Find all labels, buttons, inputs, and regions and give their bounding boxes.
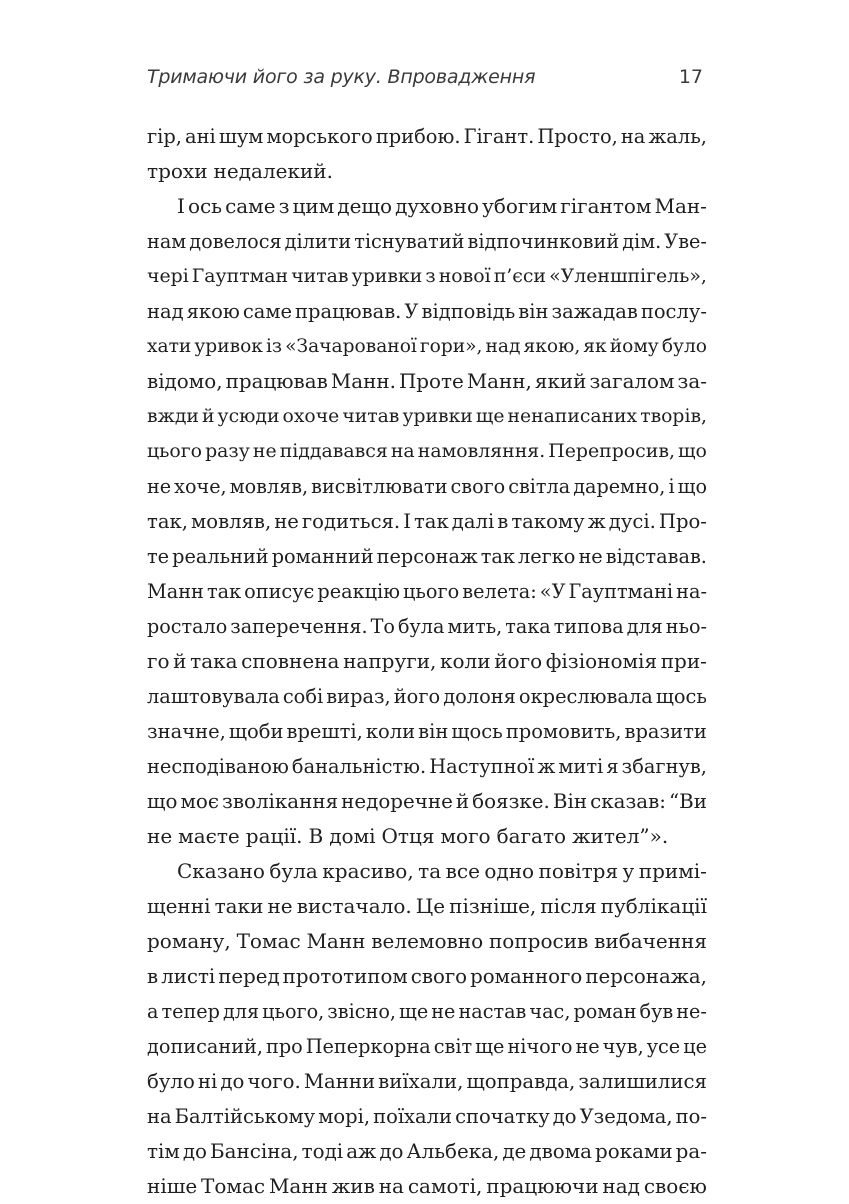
- text-line: значне, щоби врешті, коли він щось промовить, вразити: [147, 720, 707, 743]
- text-line: трохи недалекий.: [147, 159, 333, 183]
- text-line: цього разу не піддавався на намовляння. Перепросив, що: [147, 440, 707, 462]
- text-line: в листі перед прототипом свого романного персонажа,: [147, 965, 707, 988]
- text-line: чері Гауптман читав уривки з нової п’єси «Уленшпігель»,: [147, 265, 707, 287]
- page-number: 17: [678, 66, 703, 88]
- text-line: вжди й усюди охоче читав уривки ще ненаписаних творів,: [147, 406, 707, 427]
- text-line: так, мовляв, не годиться. І так далі в такому ж дусі. Про-: [147, 510, 707, 533]
- text-line: го й така сповнена напруги, коли його фізіономія при-: [147, 649, 707, 673]
- text-line: хати уривок із «Зачарованої гори», над якою, як йому було: [147, 336, 707, 357]
- text-line: роману, Томас Манн велемовно попросив вибачення: [147, 929, 707, 953]
- text-line: не маєте рації. В домі Отця мого багато жител”».: [147, 824, 669, 848]
- text-line: І ось саме з цим дещо духовно убогим гігантом Ман-: [177, 194, 707, 218]
- text-line: ростало заперечення. То була мить, така типова для ньо-: [147, 615, 707, 638]
- text-line: лаштовувала собі вираз, його долоня окреслювала щось: [147, 685, 707, 708]
- running-head: [147, 66, 703, 96]
- text-line: відомо, працював Манн. Проте Манн, який загалом за-: [147, 370, 707, 393]
- running-title: Тримаючи його за руку. Впровадження: [147, 66, 536, 88]
- text-line: що моє зволікання недоречне й боязке. Він сказав: “Ви: [147, 790, 707, 813]
- text-line: над якою саме працював. У відповідь він зажадав послу-: [147, 300, 707, 323]
- text-line: Сказано була красиво, та все одно повітря у примі-: [177, 859, 707, 883]
- text-line: було ні до чого. Манни виїхали, щоправда, залишилися: [147, 1070, 707, 1093]
- text-line: на Балтійському морі, поїхали спочатку до Узедома, по-: [147, 1105, 707, 1128]
- text-line: тім до Бансіна, тоді аж до Альбека, де двома роками ра-: [147, 1140, 707, 1163]
- text-line: щенні таки не вистачало. Це пізніше, після публікації: [147, 894, 707, 918]
- text-line: те реальний романний персонаж так легко не відставав.: [147, 545, 707, 568]
- body-text: [147, 119, 707, 1204]
- text-line: гір, ані шум морського прибою. Гігант. Просто, на жаль,: [147, 125, 707, 148]
- text-line: дописаний, про Пеперкорна світ ще нічого не чув, усе це: [147, 1035, 707, 1058]
- text-line: несподіваною банальністю. Наступної ж миті я збагнув,: [147, 755, 707, 778]
- text-line: нам довелося ділити тіснуватий відпочинковий дім. Уве-: [147, 230, 707, 253]
- text-line: а тепер для цього, звісно, ще не настав час, роман був не-: [147, 1000, 707, 1023]
- text-line: не хоче, мовляв, висвітлювати свого світла даремно, і що: [147, 475, 707, 498]
- text-line: ніше Томас Манн жив на самоті, працюючи над своєю: [147, 1174, 707, 1198]
- text-line: Манн так описує реакцію цього велета: «У Гауптмані на-: [147, 580, 707, 603]
